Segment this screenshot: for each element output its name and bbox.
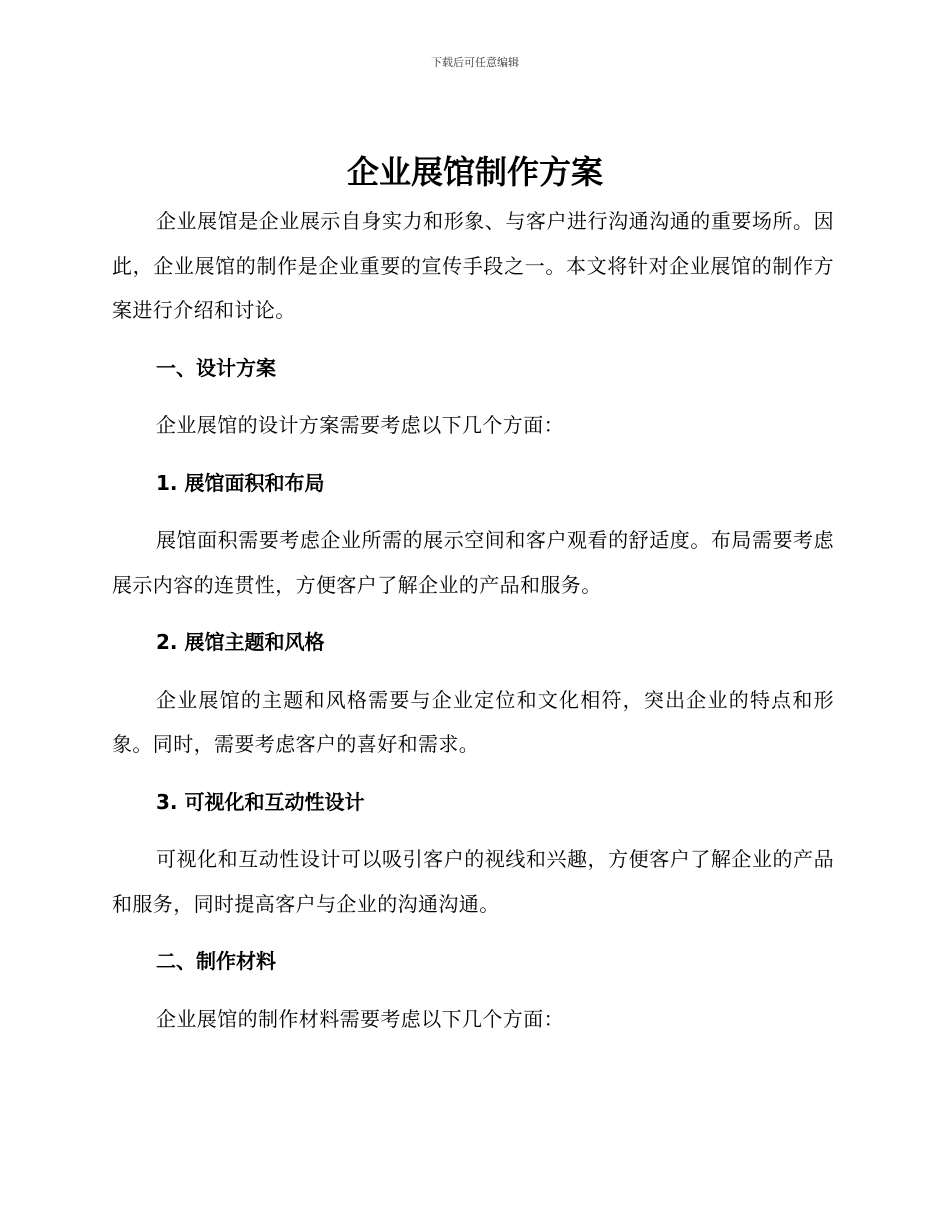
subsection-text-visual-interactive: 可视化和互动性设计可以吸引客户的视线和兴趣，方便客户了解企业的产品和服务，同时提高客户与企业的沟通沟通。 [112, 847, 834, 916]
document-body [112, 199, 834, 1041]
subsection-text-theme-style: 企业展馆的主题和风格需要与企业定位和文化相符，突出企业的特点和形象。同时，需要考虑客户的喜好和需求。 [112, 687, 834, 756]
subsection-text-area-layout: 展馆面积需要考虑企业所需的展示空间和客户观看的舒适度。布局需要考虑展示内容的连贯性，方便客户了解企业的产品和服务。 [112, 528, 834, 597]
section-heading-materials: 二、制作材料 [156, 949, 276, 973]
subsection-heading-area-layout: 1. 展馆面积和布局 [156, 470, 325, 495]
header-watermark: 下载后可任意编辑 [431, 56, 519, 69]
intro-paragraph: 企业展馆是企业展示自身实力和形象、与客户进行沟通沟通的重要场所。因此，企业展馆的制作是企业重要的宣传手段之一。本文将针对企业展馆的制作方案进行介绍和讨论。 [112, 209, 834, 322]
subsection-heading-visual-interactive: 3. 可视化和互动性设计 [156, 789, 365, 814]
page-title: 企业展馆制作方案 [346, 153, 603, 191]
section-heading-design: 一、设计方案 [156, 355, 276, 380]
section-lead-materials: 企业展馆的制作材料需要考虑以下几个方面： [156, 1006, 564, 1031]
section-lead-design: 企业展馆的设计方案需要考虑以下几个方面： [156, 413, 564, 437]
subsection-heading-theme-style: 2. 展馆主题和风格 [156, 630, 325, 654]
